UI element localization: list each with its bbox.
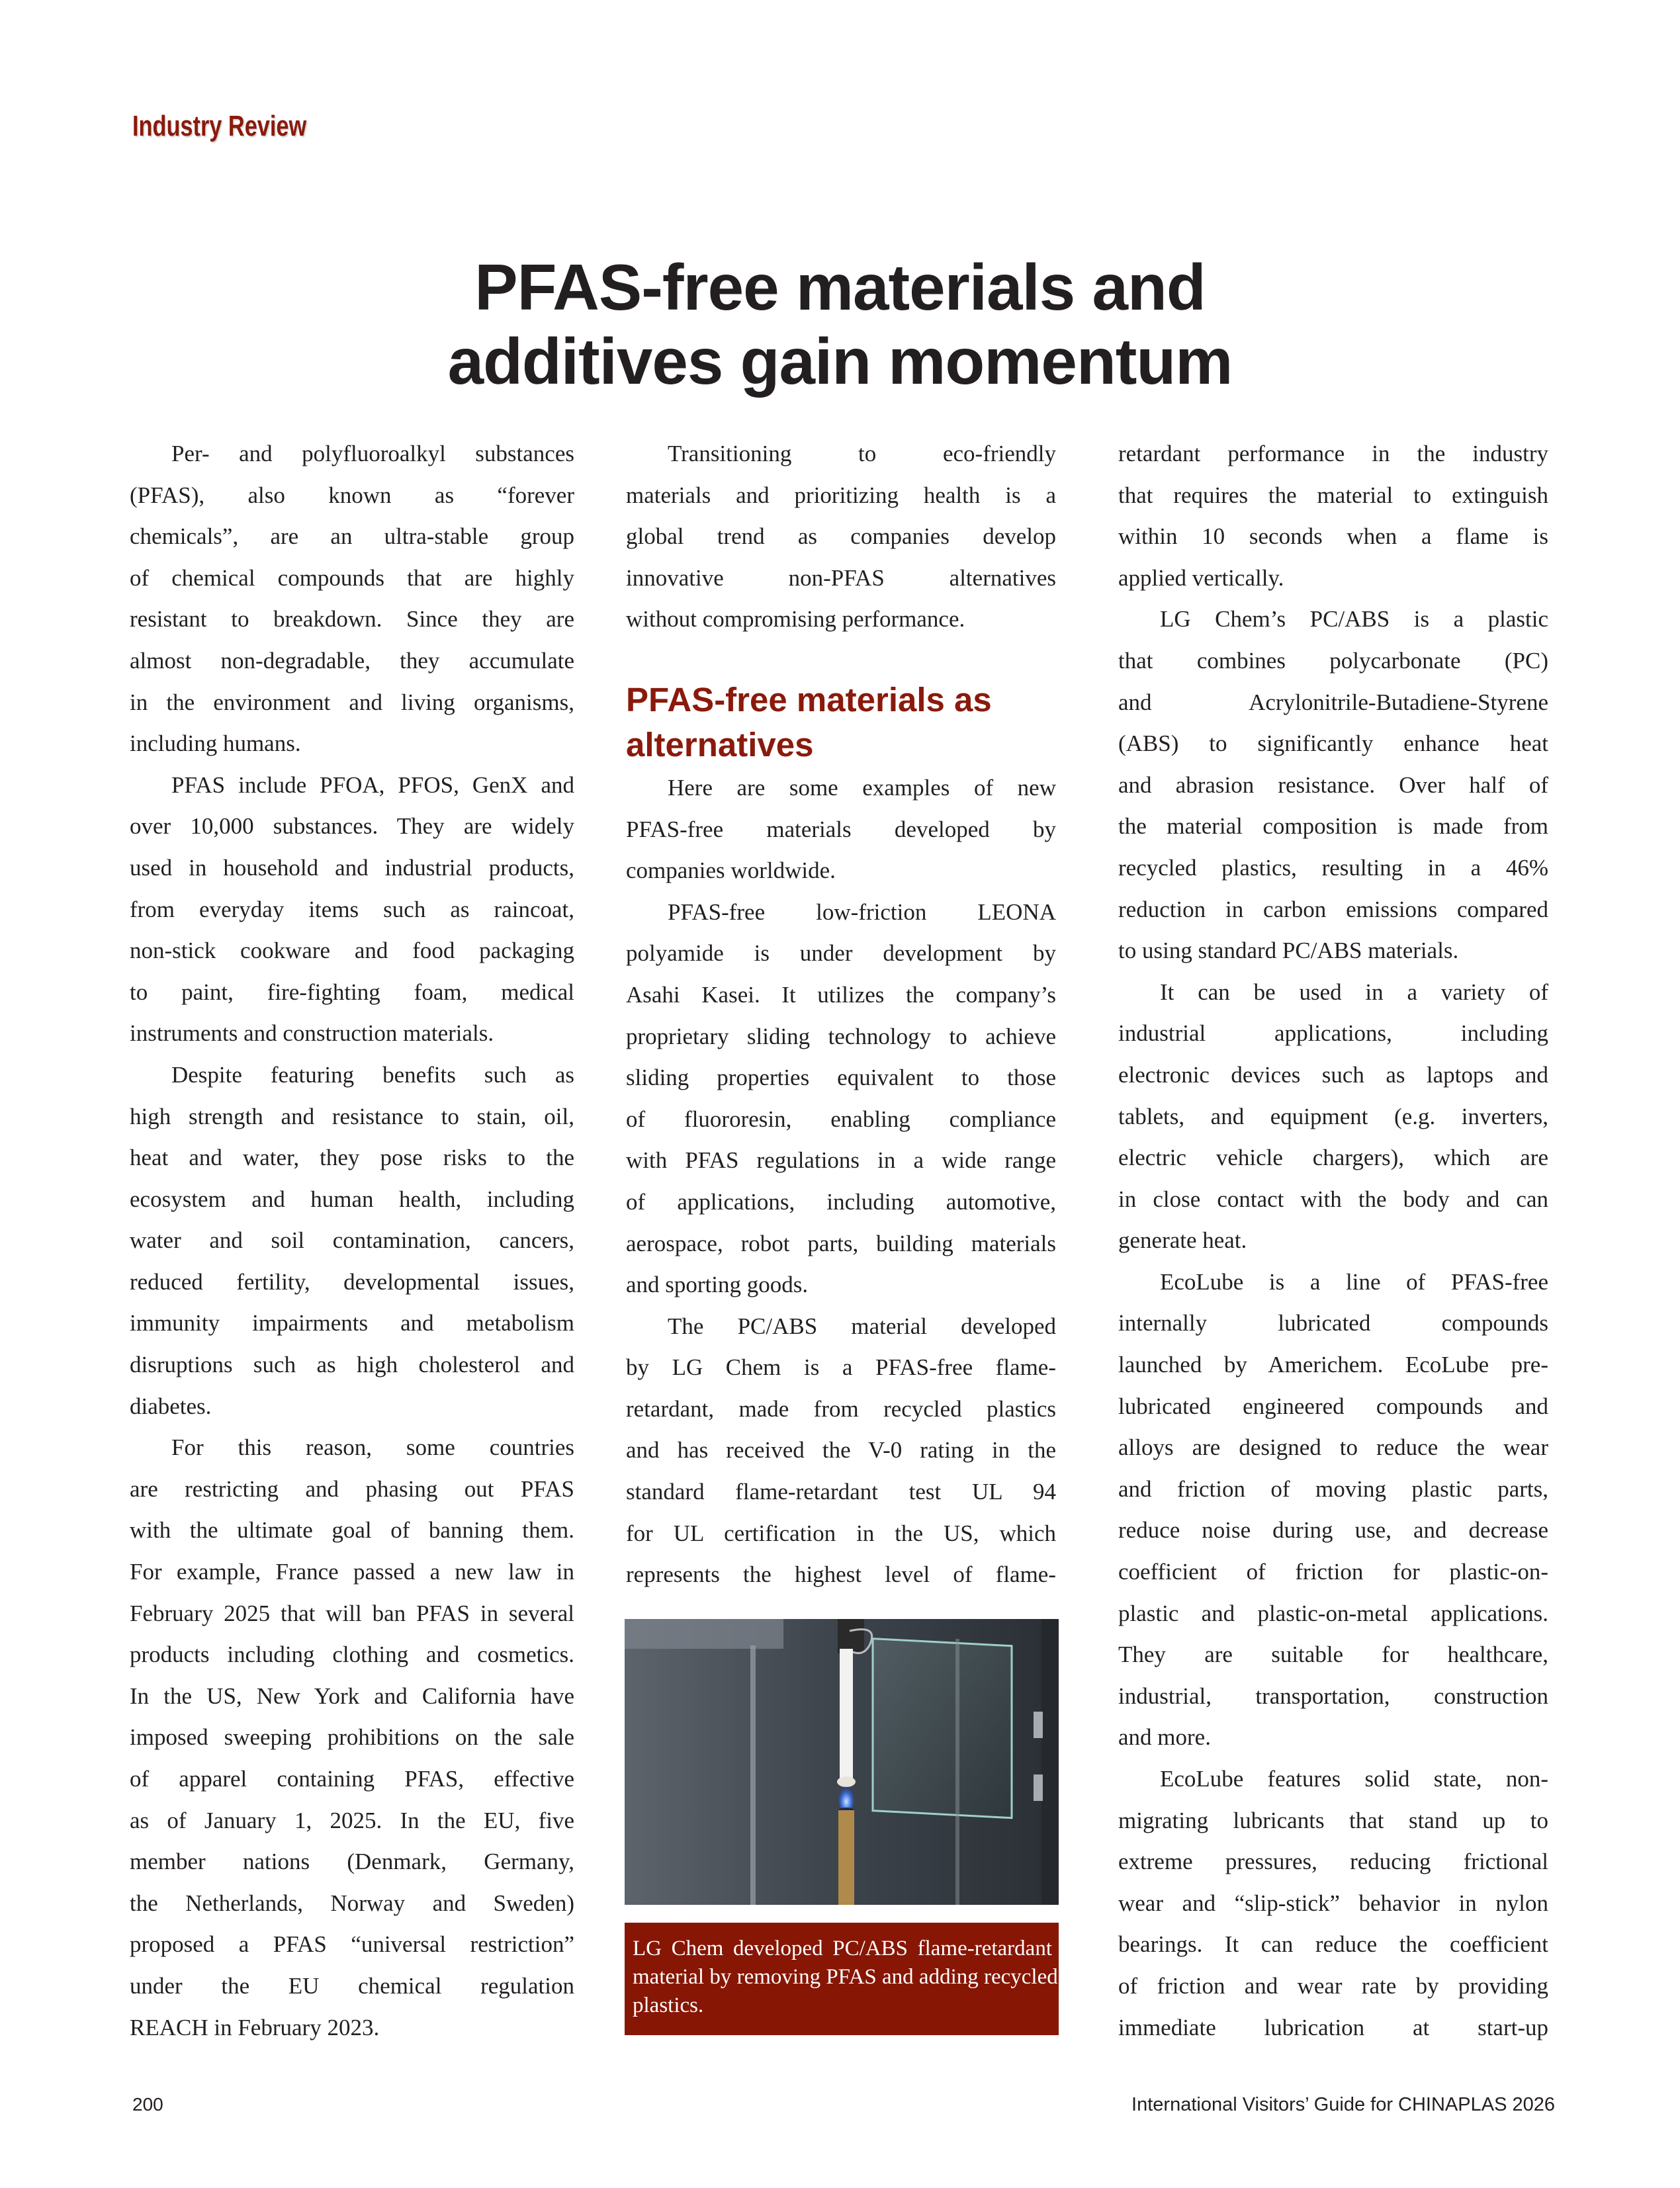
- text-line: PFAS include PFOA, PFOS, GenX and: [171, 771, 574, 798]
- text-line: including humans.: [130, 730, 301, 757]
- text-line: EcoLube features solid state, non-: [1160, 1766, 1548, 1792]
- title-line: PFAS-free materials and: [474, 251, 1206, 324]
- text-line: For this reason, some countries: [171, 1434, 574, 1461]
- text-line: reduce noise during use, and decrease: [1118, 1517, 1548, 1544]
- article-title: [0, 250, 1680, 398]
- text-line: high strength and resistance to stain, oil,: [130, 1103, 574, 1129]
- paragraph: [626, 433, 1056, 640]
- text-line: recycled plastics, resulting in a 46%: [1118, 854, 1548, 881]
- text-line: chemicals”, are an ultra-stable group: [130, 523, 574, 550]
- text-line: ecosystem and human health, including: [130, 1186, 574, 1212]
- text-line: aerospace, robot parts, building materials: [626, 1230, 1056, 1256]
- text-line: alloys are designed to reduce the wear: [1118, 1434, 1548, 1461]
- subheading: [626, 678, 1056, 767]
- text-line: instruments and construction materials.: [130, 1020, 494, 1047]
- text-line: heat and water, they pose risks to the: [130, 1145, 574, 1171]
- text-line: companies worldwide.: [626, 857, 836, 884]
- text-line: within 10 seconds when a flame is: [1118, 523, 1548, 550]
- text-line: bearings. It can reduce the coefficient: [1118, 1931, 1548, 1958]
- text-line: standard flame-retardant test UL 94: [626, 1479, 1056, 1505]
- paragraph: [1118, 972, 1548, 1262]
- section-label: Industry Review: [132, 110, 307, 142]
- paragraph: [1118, 1759, 1548, 2048]
- text-line: February 2025 that will ban PFAS in several: [130, 1600, 574, 1626]
- text-line: plastic and plastic-on-metal applications.: [1118, 1600, 1548, 1626]
- text-line: resistant to breakdown. Since they are: [130, 606, 574, 633]
- text-line: and sporting goods.: [626, 1272, 809, 1298]
- paragraph: [1118, 599, 1548, 971]
- column-right: [1118, 433, 1548, 2048]
- text-line: proprietary sliding technology to achieve: [626, 1023, 1056, 1049]
- text-line: of applications, including automotive,: [626, 1188, 1056, 1215]
- text-line: polyamide is under development by: [626, 940, 1056, 967]
- paragraph: [130, 1055, 574, 1427]
- text-line: the material composition is made from: [1118, 813, 1548, 840]
- text-line: (PFAS), also known as “forever: [130, 482, 574, 508]
- text-line: and Acrylonitrile-Butadiene-Styrene: [1118, 689, 1548, 715]
- text-line: (ABS) to significantly enhance heat: [1118, 730, 1548, 757]
- text-line: launched by Americhem. EcoLube pre-: [1118, 1352, 1548, 1378]
- text-line: internally lubricated compounds: [1118, 1310, 1548, 1336]
- title-line: additives gain momentum: [447, 325, 1233, 398]
- text-line: of fluororesin, enabling compliance: [626, 1106, 1056, 1132]
- text-line: under the EU chemical regulation: [130, 1972, 574, 1999]
- column-left: [130, 433, 574, 2048]
- text-line: lubricated engineered compounds and: [1118, 1393, 1548, 1419]
- text-line: Here are some examples of new: [668, 774, 1056, 801]
- column-middle: [626, 433, 1056, 1596]
- text-line: In the US, New York and California have: [130, 1683, 574, 1709]
- text-line: Asahi Kasei. It utilizes the company’s: [626, 981, 1056, 1008]
- publication-footer: International Visitors’ Guide for CHINAPLAS 2026: [1131, 2094, 1555, 2115]
- paragraph: [130, 765, 574, 1055]
- text-line: in close contact with the body and can: [1118, 1186, 1548, 1212]
- text-line: used in household and industrial products,: [130, 854, 574, 881]
- article-photo: [625, 1619, 1059, 1905]
- text-line: in the environment and living organisms,: [130, 689, 574, 715]
- text-line: member nations (Denmark, Germany,: [130, 1849, 574, 1875]
- caption-line: plastics.: [633, 1993, 704, 2017]
- intro-paragraph: [626, 433, 1056, 640]
- text-line: for UL certification in the US, which: [626, 1520, 1056, 1546]
- text-line: by LG Chem is a PFAS-free flame-: [626, 1354, 1056, 1381]
- text-line: of chemical compounds that are highly: [130, 564, 574, 591]
- text-line: represents the highest level of flame-: [626, 1561, 1056, 1588]
- text-line: The PC/ABS material developed: [668, 1313, 1056, 1339]
- paragraph: [626, 892, 1056, 1306]
- page-number: 200: [132, 2094, 163, 2115]
- text-line: PFAS-free materials developed by: [626, 816, 1056, 842]
- text-line: electronic devices such as laptops and: [1118, 1061, 1548, 1088]
- text-line: reduction in carbon emissions compared: [1118, 896, 1548, 922]
- text-line: and has received the V-0 rating in the: [626, 1437, 1056, 1464]
- text-line: diabetes.: [130, 1393, 212, 1419]
- subheading-line: alternatives: [626, 725, 814, 764]
- text-line: sliding properties equivalent to those: [626, 1065, 1056, 1091]
- text-line: retardant performance in the industry: [1118, 441, 1548, 466]
- paragraph: [130, 433, 574, 765]
- text-line: are restricting and phasing out PFAS: [130, 1475, 574, 1502]
- text-line: EcoLube is a line of PFAS-free: [1160, 1268, 1548, 1295]
- text-line: disruptions such as high cholesterol and: [130, 1352, 574, 1378]
- text-line: migrating lubricants that stand up to: [1118, 1807, 1548, 1833]
- text-line: proposed a PFAS “universal restriction”: [130, 1931, 574, 1958]
- text-line: immediate lubrication at start-up: [1118, 2014, 1548, 2040]
- text-line: applied vertically.: [1118, 564, 1284, 591]
- paragraph: [1118, 1262, 1548, 1759]
- paragraph: [626, 1306, 1056, 1596]
- paragraph: [130, 1427, 574, 2048]
- text-line: coefficient of friction for plastic-on-: [1118, 1559, 1548, 1585]
- text-line: PFAS-free low-friction LEONA: [668, 898, 1056, 925]
- text-line: non-stick cookware and food packaging: [130, 938, 574, 964]
- text-line: products including clothing and cosmetics.: [130, 1641, 574, 1668]
- text-line: imposed sweeping prohibitions on the sale: [130, 1724, 574, 1751]
- text-line: with the ultimate goal of banning them.: [130, 1517, 574, 1544]
- subheading-line: PFAS-free materials as: [626, 680, 992, 719]
- text-line: industrial, transportation, construction: [1118, 1683, 1548, 1709]
- text-line: without compromising performance.: [626, 606, 965, 633]
- text-line: Despite featuring benefits such as: [171, 1061, 574, 1088]
- text-line: industrial applications, including: [1118, 1020, 1548, 1047]
- text-line: generate heat.: [1118, 1227, 1247, 1254]
- text-line: to paint, fire-fighting foam, medical: [130, 979, 574, 1005]
- text-line: that requires the material to extinguish: [1118, 482, 1548, 508]
- text-line: with PFAS regulations in a wide range: [626, 1147, 1056, 1174]
- text-line: over 10,000 substances. They are widely: [130, 813, 574, 840]
- text-line: that combines polycarbonate (PC): [1118, 647, 1548, 674]
- text-line: For example, France passed a new law in: [130, 1559, 574, 1585]
- text-line: reduced fertility, developmental issues,: [130, 1268, 574, 1295]
- paragraph: [626, 767, 1056, 892]
- text-line: the Netherlands, Norway and Sweden): [130, 1890, 574, 1916]
- caption-line: LG Chem developed PC/ABS flame-retardant: [633, 1937, 1052, 1960]
- text-line: as of January 1, 2025. In the EU, five: [130, 1807, 574, 1833]
- text-line: retardant, made from recycled plastics: [626, 1395, 1056, 1422]
- flame-test-image: [625, 1619, 1059, 1905]
- text-line: and abrasion resistance. Over half of: [1118, 771, 1548, 798]
- text-line: almost non-degradable, they accumulate: [130, 647, 574, 674]
- text-line: electric vehicle chargers), which are: [1118, 1145, 1548, 1171]
- text-line: tablets, and equipment (e.g. inverters,: [1118, 1103, 1548, 1129]
- text-line: global trend as companies develop: [626, 523, 1056, 550]
- text-line: and more.: [1118, 1724, 1211, 1751]
- text-line: They are suitable for healthcare,: [1118, 1641, 1548, 1668]
- paragraph: [1118, 433, 1548, 599]
- text-line: and friction of moving plastic parts,: [1118, 1475, 1548, 1502]
- text-line: extreme pressures, reducing frictional: [1118, 1849, 1548, 1875]
- text-line: immunity impairments and metabolism: [130, 1310, 574, 1336]
- photo-caption: [625, 1923, 1059, 2035]
- text-line: innovative non-PFAS alternatives: [626, 564, 1056, 591]
- text-line: Per- and polyfluoroalkyl substances: [171, 441, 574, 466]
- text-line: It can be used in a variety of: [1160, 979, 1548, 1005]
- text-line: water and soil contamination, cancers,: [130, 1227, 574, 1254]
- text-line: Transitioning to eco-friendly: [668, 441, 1056, 466]
- text-line: of friction and wear rate by providing: [1118, 1972, 1548, 1999]
- text-line: REACH in February 2023.: [130, 2014, 380, 2040]
- text-line: from everyday items such as raincoat,: [130, 896, 574, 922]
- text-line: to using standard PC/ABS materials.: [1118, 938, 1459, 964]
- text-line: of apparel containing PFAS, effective: [130, 1766, 574, 1792]
- caption-line: material by removing PFAS and adding recycled: [633, 1965, 1058, 1989]
- text-line: wear and “slip-stick” behavior in nylon: [1118, 1890, 1548, 1916]
- text-line: materials and prioritizing health is a: [626, 482, 1056, 508]
- text-line: LG Chem’s PC/ABS is a plastic: [1160, 606, 1548, 633]
